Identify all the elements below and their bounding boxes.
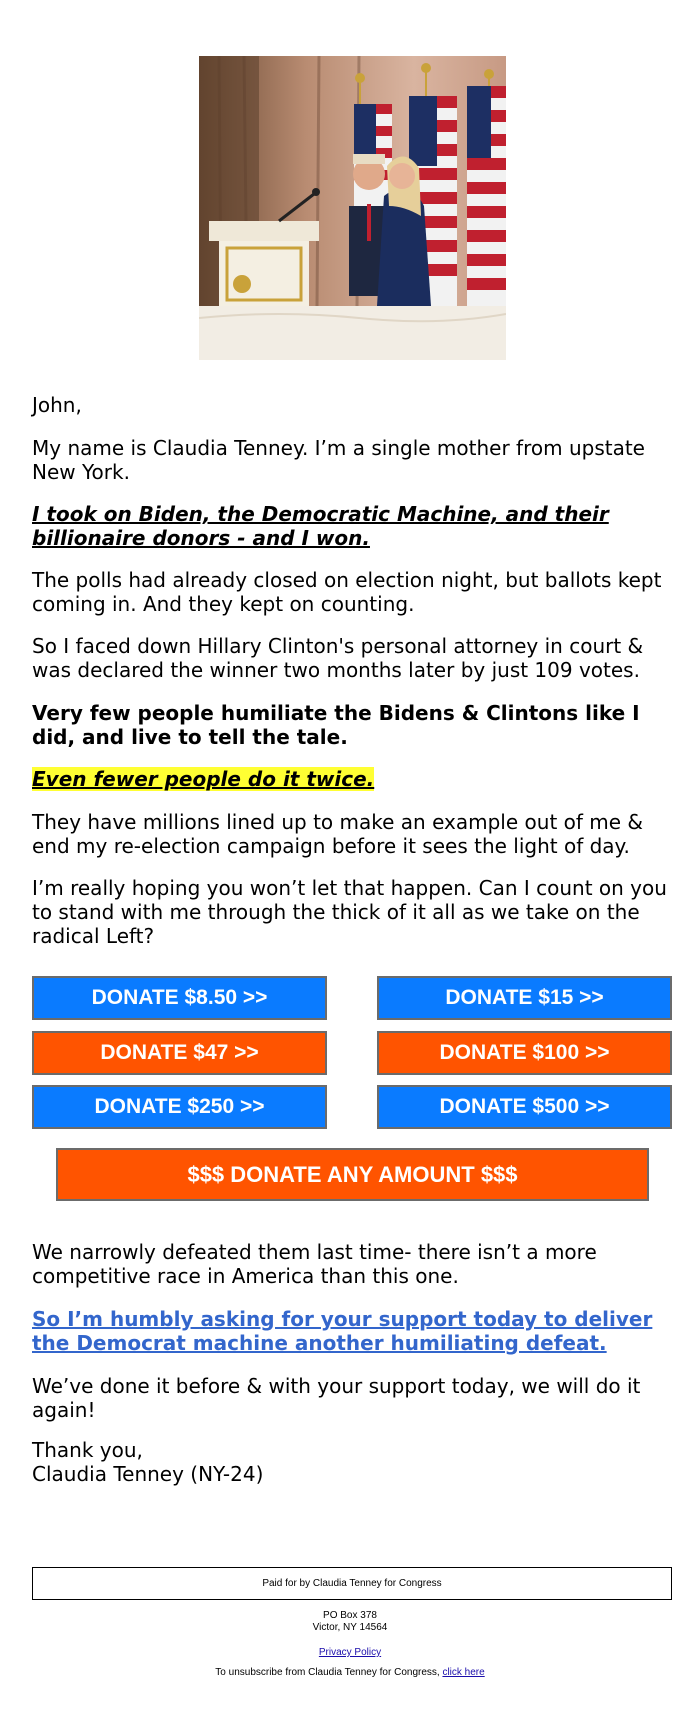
- donate-47-button[interactable]: DONATE $47 >>: [32, 1031, 327, 1075]
- paragraph: I’m really hoping you won’t let that happen. Can I count on you to stand with me through the thick of it all as we take on the radical Left?: [32, 876, 667, 948]
- donate-250-button[interactable]: DONATE $250 >>: [32, 1085, 327, 1129]
- paragraph-bold: Very few people humiliate the Bidens & Clintons like I did, and live to tell the tale.: [32, 701, 640, 749]
- signature-block: [32, 1438, 672, 1486]
- paragraph: We’ve done it before & with your support today, we will do it again!: [32, 1374, 641, 1422]
- unsubscribe-link[interactable]: click here: [442, 1667, 485, 1678]
- paragraph: The polls had already closed on election night, but ballots kept coming in. And they kept on counting.: [32, 568, 662, 616]
- donate-100-button[interactable]: DONATE $100 >>: [377, 1031, 672, 1075]
- address-line-1: PO Box 378: [323, 1610, 377, 1621]
- paid-for-disclaimer: Paid for by Claudia Tenney for Congress: [32, 1567, 672, 1600]
- hero-photo: [199, 56, 506, 360]
- privacy-policy-link[interactable]: Privacy Policy: [318, 1647, 382, 1658]
- donate-link[interactable]: So I’m humbly asking for your support today to deliver the Democrat machine another humiliating defeat.: [32, 1307, 653, 1355]
- donate-any-amount-button[interactable]: $$$ DONATE ANY AMOUNT $$$: [56, 1148, 649, 1201]
- signature: Claudia Tenney (NY-24): [32, 1462, 264, 1486]
- donate-8-50-button[interactable]: DONATE $8.50 >>: [32, 976, 327, 1020]
- paragraph-highlight: [32, 767, 672, 791]
- unsubscribe-line: [0, 1667, 700, 1679]
- donate-15-button[interactable]: DONATE $15 >>: [377, 976, 672, 1020]
- unsubscribe-text: To unsubscribe from Claudia Tenney for Congress,: [215, 1667, 440, 1678]
- paragraph: So I faced down Hillary Clinton's personal attorney in court & was declared the winner two months later by just 109 votes.: [32, 634, 644, 682]
- paragraph: My name is Claudia Tenney. I’m a single mother from upstate New York.: [32, 436, 645, 484]
- signoff: Thank you,: [32, 1438, 143, 1462]
- donate-500-button[interactable]: DONATE $500 >>: [377, 1085, 672, 1129]
- highlighted-text: Even fewer people do it twice.: [32, 767, 375, 791]
- paragraph: We narrowly defeated them last time- there isn’t a more competitive race in America than this one.: [32, 1240, 597, 1288]
- paragraph: They have millions lined up to make an example out of me & end my re-election campaign before it sees the light of day.: [32, 810, 644, 858]
- greeting: John,: [32, 393, 82, 417]
- address-line-2: Victor, NY 14564: [312, 1622, 388, 1633]
- mailing-address: [0, 1610, 700, 1634]
- paragraph-emphasis: I took on Biden, the Democratic Machine, and their billionaire donors - and I won.: [32, 502, 609, 550]
